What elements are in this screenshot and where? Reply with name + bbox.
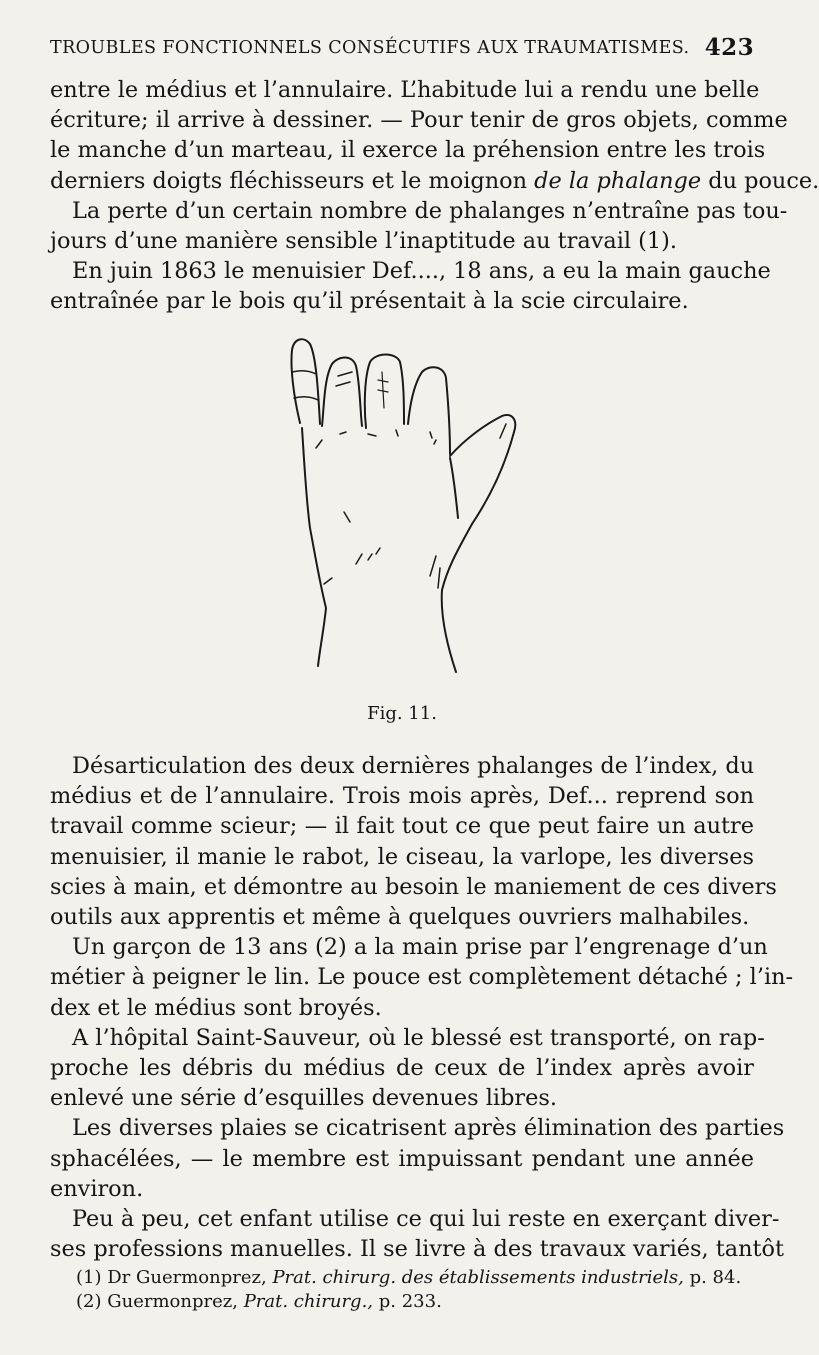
body-text-bottom <box>50 751 794 1264</box>
paragraph-start-line: En juin 1863 le menuisier Def...., 18 ans, a eu la main gauche <box>72 258 771 285</box>
paragraph-start-line: Désarticulation des deux dernières phalanges de l’index, du <box>72 753 755 779</box>
text-line: le manche d’un marteau, il exerce la préhension entre les trois <box>50 137 766 164</box>
page-number: 423 <box>704 34 754 61</box>
text-line: enlevé une série d’esquilles devenues libres. <box>50 1085 557 1112</box>
paragraph-start-line: La perte d’un certain nombre de phalanges n’entraîne pas tou- <box>72 197 788 224</box>
running-title: TROUBLES FONCTIONNELS CONSÉCUTIFS AUX TRAUMATISMES. <box>50 38 690 58</box>
hand-illustration <box>280 328 550 688</box>
text-line: travail comme scieur; — il fait tout ce que peut faire un autre <box>50 813 754 840</box>
text-line: écriture; il arrive à dessiner. — Pour tenir de gros objets, comme <box>50 107 788 134</box>
text-line: jours d’une manière sensible l’inaptitude au travail (1). <box>50 228 678 255</box>
text-line: entre le médius et l’annulaire. L’habitude lui a rendu une belle <box>50 77 760 103</box>
page-header <box>50 34 754 62</box>
text-line: métier à peigner le lin. Le pouce est complètement détaché ; l’in- <box>50 964 794 991</box>
text-line: entraînée par le bois qu’il présentait à la scie circulaire. <box>50 288 689 315</box>
text-line-end: du pouce. <box>708 167 819 194</box>
text-line: dex et le médius sont broyés. <box>50 994 382 1021</box>
text-line: scies à main, et démontre au besoin le maniement de ces divers <box>50 873 777 900</box>
text-line <box>50 166 819 196</box>
text-line: environ. <box>50 1175 144 1202</box>
text-line: sphacélées, — le membre est impuissant pendant une année <box>50 1145 754 1172</box>
body-text-top <box>50 75 819 317</box>
paragraph-start-line: Peu à peu, cet enfant utilise ce qui lui reste en exerçant diver- <box>72 1206 780 1233</box>
text-line: médius et de l’annulaire. Trois mois après, Def... reprend son <box>50 783 754 810</box>
paragraph-start-line: Un garçon de 13 ans (2) a la main prise par l’engrenage d’un <box>72 934 768 961</box>
text-line: outils aux apprentis et même à quelques ouvriers malhabiles. <box>50 904 750 931</box>
italic-phrase: de la phalange <box>534 167 702 194</box>
text-line: menuisier, il manie le rabot, le ciseau, la varlope, les diverses <box>50 843 754 870</box>
text-line-start: derniers doigts fléchisseurs et le moignon <box>50 167 528 194</box>
footnotes <box>76 1266 756 1314</box>
figure-caption: Fig. 11. <box>367 703 437 724</box>
footnote: (2) Guermonprez, Prat. chirurg., p. 233. <box>76 1291 442 1312</box>
text-line: proche les débris du médius de ceux de l’index après avoir <box>50 1055 754 1082</box>
paragraph-start-line: A l’hôpital Saint-Sauveur, où le blessé est transporté, on rap- <box>72 1024 765 1051</box>
paragraph-start-line: Les diverses plaies se cicatrisent après élimination des parties <box>72 1115 785 1142</box>
footnote: (1) Dr Guermonprez, Prat. chirurg. des établissements industriels, p. 84. <box>76 1267 742 1288</box>
text-line: ses professions manuelles. Il se livre à des travaux variés, tantôt <box>50 1236 785 1263</box>
